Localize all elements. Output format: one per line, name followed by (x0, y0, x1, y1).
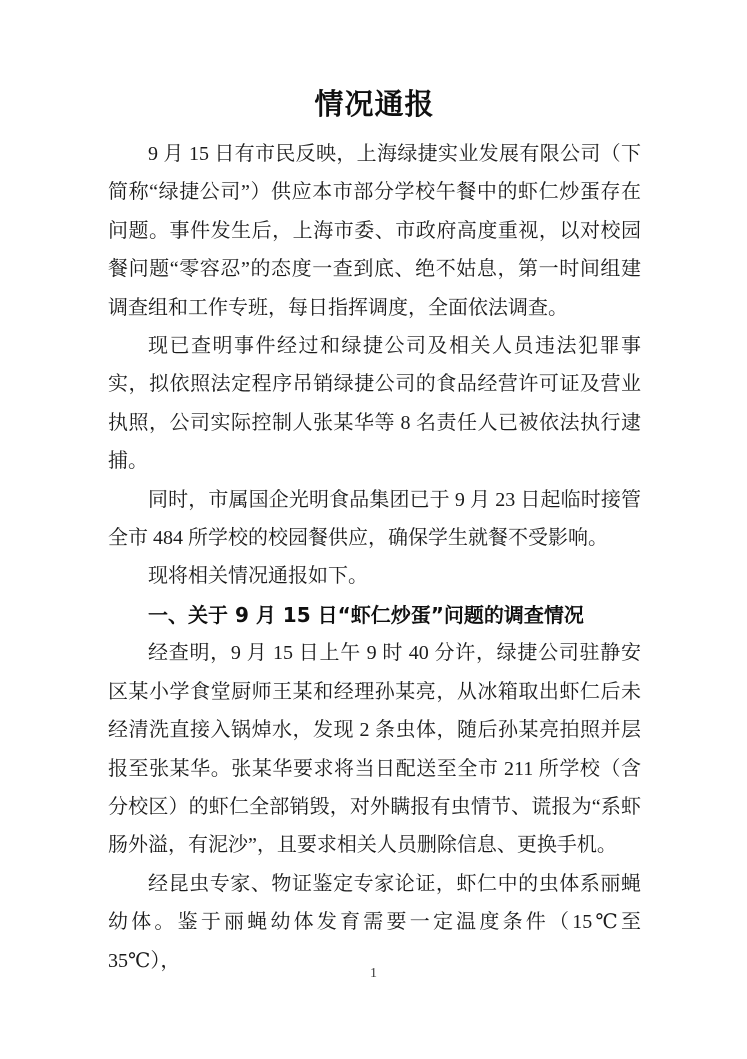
document-content (108, 85, 641, 980)
section-heading: 一、关于 9 月 15 日“虾仁炒蛋”问题的调查情况 (148, 602, 584, 627)
body-paragraph: 9 月 15 日有市民反映，上海绿捷实业发展有限公司（下简称“绿捷公司”）供应本市部分学校午餐中的虾仁炒蛋存在问题。事件发生后，上海市委、市政府高度重视，以对校园餐问题“零容忍”的态度一查到底、绝不姑息，第一时间组建调查组和工作专班，每日指挥调度，全面依法调查。 (108, 143, 641, 319)
body-paragraph: 经昆虫专家、物证鉴定专家论证，虾仁中的虫体系丽蝇幼体。鉴于丽蝇幼体发育需要一定温度条件（15℃至 35℃）， (108, 872, 641, 972)
body-paragraph: 同时，市属国企光明食品集团已于 9 月 23 日起临时接管全市 484 所学校的校园餐供应，确保学生就餐不受影响。 (108, 488, 641, 550)
page-number: 1 (370, 966, 377, 981)
body-paragraph: 经查明，9 月 15 日上午 9 时 40 分许，绿捷公司驻静安区某小学食堂厨师王某和经理孙某亮，从冰箱取出虾仁后未经清洗直接入锅焯水，发现 2 条虫体，随后孙某亮拍照并层报至张某华。张某华要求将当日配送至全市 211 所学校（含分校区）的虾仁全部销毁，对外瞒报有虫情节、谎报为“系虾肠外溢，有泥沙”，且要求相关人员删除信息、更换手机。 (108, 642, 641, 857)
body-paragraph: 现已查明事件经过和绿捷公司及相关人员违法犯罪事实，拟依照法定程序吊销绿捷公司的食品经营许可证及营业执照，公司实际控制人张某华等 8 名责任人已被依法执行逮捕。 (108, 335, 641, 473)
document-title: 情况通报 (314, 89, 435, 121)
body-paragraph: 现将相关情况通报如下。 (148, 565, 368, 588)
